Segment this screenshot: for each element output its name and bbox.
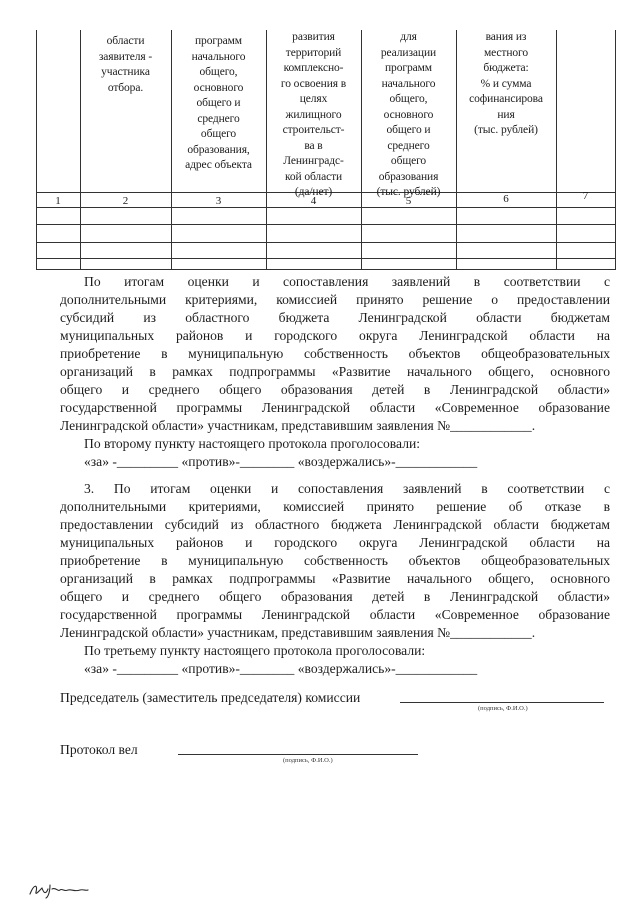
column-number-2: 2 (122, 195, 129, 207)
column-number-5: 5 (405, 195, 412, 207)
paragraph-line: муниципальных районов и городского округа Ленинградской области на (60, 535, 610, 550)
header-cell-5: для реализации программ начального общего, основного общего и среднего общего образования (тыс. рублей) (376, 31, 441, 198)
vote-line-3: «за» -_________ «против»-________ «воздержались»-____________ (84, 661, 478, 676)
column-number-3: 3 (215, 195, 222, 207)
paragraph-line: приобретение в муниципальную собственность объектов общеобразовательных (60, 553, 610, 568)
vote-heading-3: По третьему пункту настоящего протокола проголосовали: (84, 643, 426, 658)
chair-signature-line (400, 702, 604, 703)
paragraph-line: Ленинградской области» участникам, представившим заявления №____________. (60, 625, 536, 640)
paragraph-line: дополнительными критериями, комиссией принято решение об отказе в (60, 499, 610, 514)
paragraph-line: государственной программы Ленинградской области «Современное образование (60, 400, 610, 415)
chair-signature-hint: (подпись, Ф.И.О.) (478, 705, 528, 712)
vote-line-2: «за» -_________ «против»-________ «воздержались»-____________ (84, 454, 478, 469)
paragraph-line: Ленинградской области» участникам, представившим заявления №____________. (60, 418, 536, 433)
column-number-4: 4 (310, 195, 317, 207)
header-cell-4: развития территорий комплексно- го освоения в целях жилищного строительст- ва в Ленинградс- кой области (да/нет) (280, 31, 347, 198)
recorder-signature-line (178, 754, 418, 755)
column-number-7: 7 (582, 190, 589, 202)
vote-heading-2: По второму пункту настоящего протокола проголосовали: (84, 436, 421, 451)
paragraph-line: государственной программы Ленинградской области «Современное образование (60, 607, 610, 622)
column-number-1: 1 (55, 195, 61, 207)
recorder-signature-hint: (подпись, Ф.И.О.) (283, 757, 333, 764)
column-number-6: 6 (503, 193, 509, 205)
paragraph-line: общего и среднего общего образования детей в Ленинградской области» (60, 382, 610, 397)
paragraph-line: предоставлении субсидий из областного бюджета Ленинградской области бюджетам (60, 517, 610, 532)
paragraph-line: приобретение в муниципальную собственность объектов общеобразовательных (60, 346, 610, 361)
paragraph-line: дополнительными критериями, комиссией принято решение о предоставлении (60, 292, 610, 307)
paragraph-line: организаций в рамках подпрограммы «Развитие начального общего, основного (60, 364, 610, 379)
paragraph-line: организаций в рамках подпрограммы «Развитие начального общего, основного (60, 571, 610, 586)
recorder-signature-label: Протокол вел (60, 742, 138, 757)
paragraph-line: 3. По итогам оценки и сопоставления заявлений в соответствии с (84, 481, 610, 496)
header-cell-6: вания из местного бюджета: % и сумма софинансирова ния (тыс. рублей) (469, 31, 543, 136)
chair-signature-label: Председатель (заместитель председателя) комиссии (60, 690, 361, 705)
paragraph-line: субсидий из областного бюджета Ленинградской области бюджетам (60, 310, 610, 325)
handwritten-initials-mark (28, 880, 90, 900)
paragraph-line: муниципальных районов и городского округа Ленинградской области на (60, 328, 610, 343)
header-cell-2: области заявителя - участника отбора. (98, 35, 153, 94)
header-cell-3: программ начального общего, основного общего и среднего общего образования, адрес объекта (185, 35, 252, 171)
paragraph-line: общего и среднего общего образования детей в Ленинградской области» (60, 589, 610, 604)
subsidy-table (36, 30, 616, 270)
paragraph-line: По итогам оценки и сопоставления заявлений в соответствии с (84, 274, 610, 289)
